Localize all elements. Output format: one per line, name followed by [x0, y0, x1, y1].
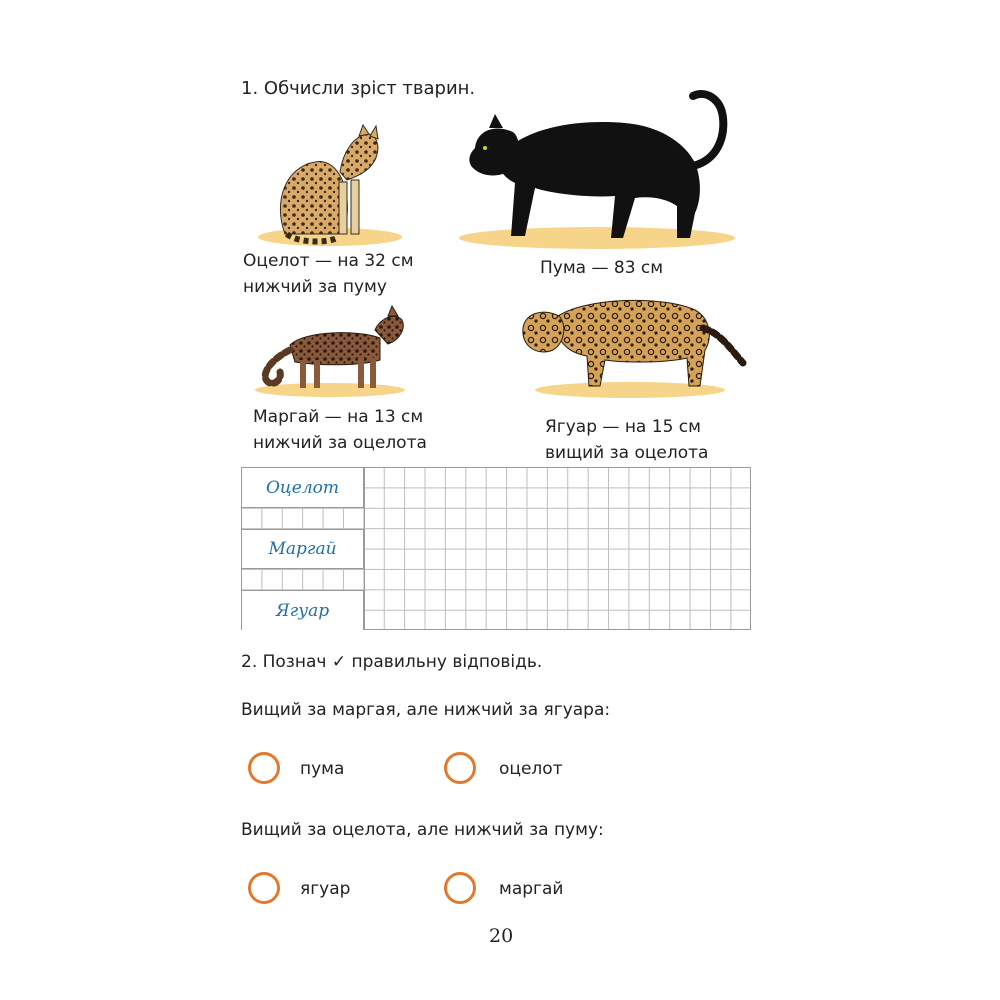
ocelot-illustration — [255, 122, 405, 250]
jaguar-caption — [545, 414, 708, 466]
puma-illustration — [455, 88, 755, 253]
jaguar-caption-line2: вищий за оцелота — [545, 443, 709, 463]
answer-grid[interactable] — [241, 467, 751, 630]
option-circle-margay[interactable] — [444, 872, 476, 904]
margay-caption-line1: Маргай — на 13 см — [253, 407, 424, 427]
option-label-jaguar[interactable]: ягуар — [300, 879, 351, 899]
task1-title: 1. Обчисли зріст тварин. — [241, 78, 476, 99]
ocelot-caption — [243, 248, 414, 300]
label-column-divider — [364, 468, 365, 629]
page-number: 20 — [489, 925, 514, 947]
row-label-margay: Маргай — [242, 529, 364, 569]
task2-title: 2. Познач ✓ правильну відповідь. — [241, 652, 543, 672]
question-2-text: Вищий за оцелота, але нижчий за пуму: — [241, 820, 604, 840]
jaguar-caption-line1: Ягуар — на 15 см — [545, 417, 701, 437]
option-circle-ocelot[interactable] — [444, 752, 476, 784]
margay-caption — [253, 404, 427, 456]
margay-caption-line2: нижчий за оцелота — [253, 433, 427, 453]
puma-caption — [540, 255, 663, 281]
margay-illustration — [250, 300, 410, 400]
ocelot-caption-line2: нижчий за пуму — [243, 277, 387, 297]
row-label-ocelot: Оцелот — [242, 468, 364, 508]
question-1-text: Вищий за маргая, але нижчий за ягуара: — [241, 700, 611, 720]
option-label-margay[interactable]: маргай — [499, 879, 564, 899]
row-label-jaguar: Ягуар — [242, 590, 364, 630]
option-circle-puma[interactable] — [248, 752, 280, 784]
jaguar-illustration — [515, 288, 750, 400]
option-label-puma[interactable]: пума — [300, 759, 345, 779]
option-label-ocelot[interactable]: оцелот — [499, 759, 563, 779]
puma-caption-line1: Пума — 83 см — [540, 258, 664, 278]
ocelot-caption-line1: Оцелот — на 32 см — [243, 251, 414, 271]
option-circle-jaguar[interactable] — [248, 872, 280, 904]
